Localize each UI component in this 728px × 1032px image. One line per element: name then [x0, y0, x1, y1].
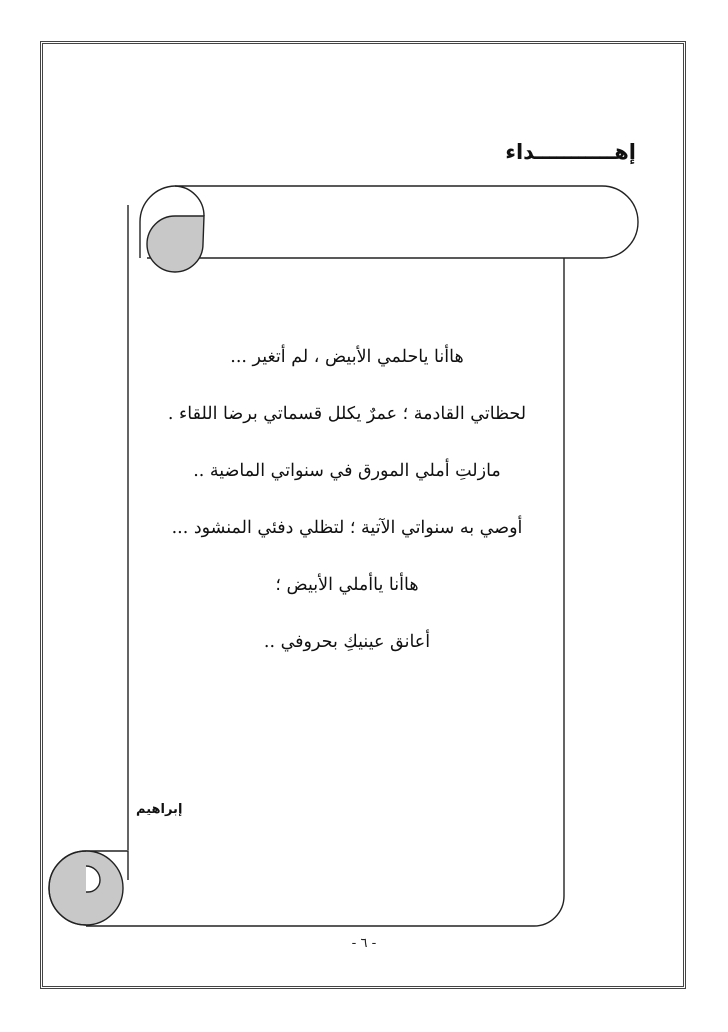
dedication-heading: إهـــــــــــداء — [505, 140, 636, 164]
poem-line: هاأنا ياحلمي الأبيض ، لم أتغير ... — [230, 347, 464, 367]
page-number: - ٦ - — [351, 936, 377, 951]
poem-line: لحظاتي القادمة ؛ عمرٌ يكلل قسماتي برضا اللقاء . — [167, 404, 527, 424]
poem-body — [130, 338, 564, 680]
poem-line: مازلتِ أملي المورق في سنواتي الماضية .. — [193, 461, 501, 481]
poem-line: أوصي به سنواتي الآتية ؛ لتظلي دفئي المنشود ... — [171, 518, 523, 538]
poem-line: أعانق عينيكِ بحروفي .. — [263, 632, 431, 652]
scroll-top-roll — [147, 186, 638, 258]
scroll-top-curl-icon — [147, 216, 204, 272]
poem-line: هاأنا ياأملي الأبيض ؛ — [275, 575, 419, 595]
author-signature: إبراهيم — [136, 802, 183, 817]
